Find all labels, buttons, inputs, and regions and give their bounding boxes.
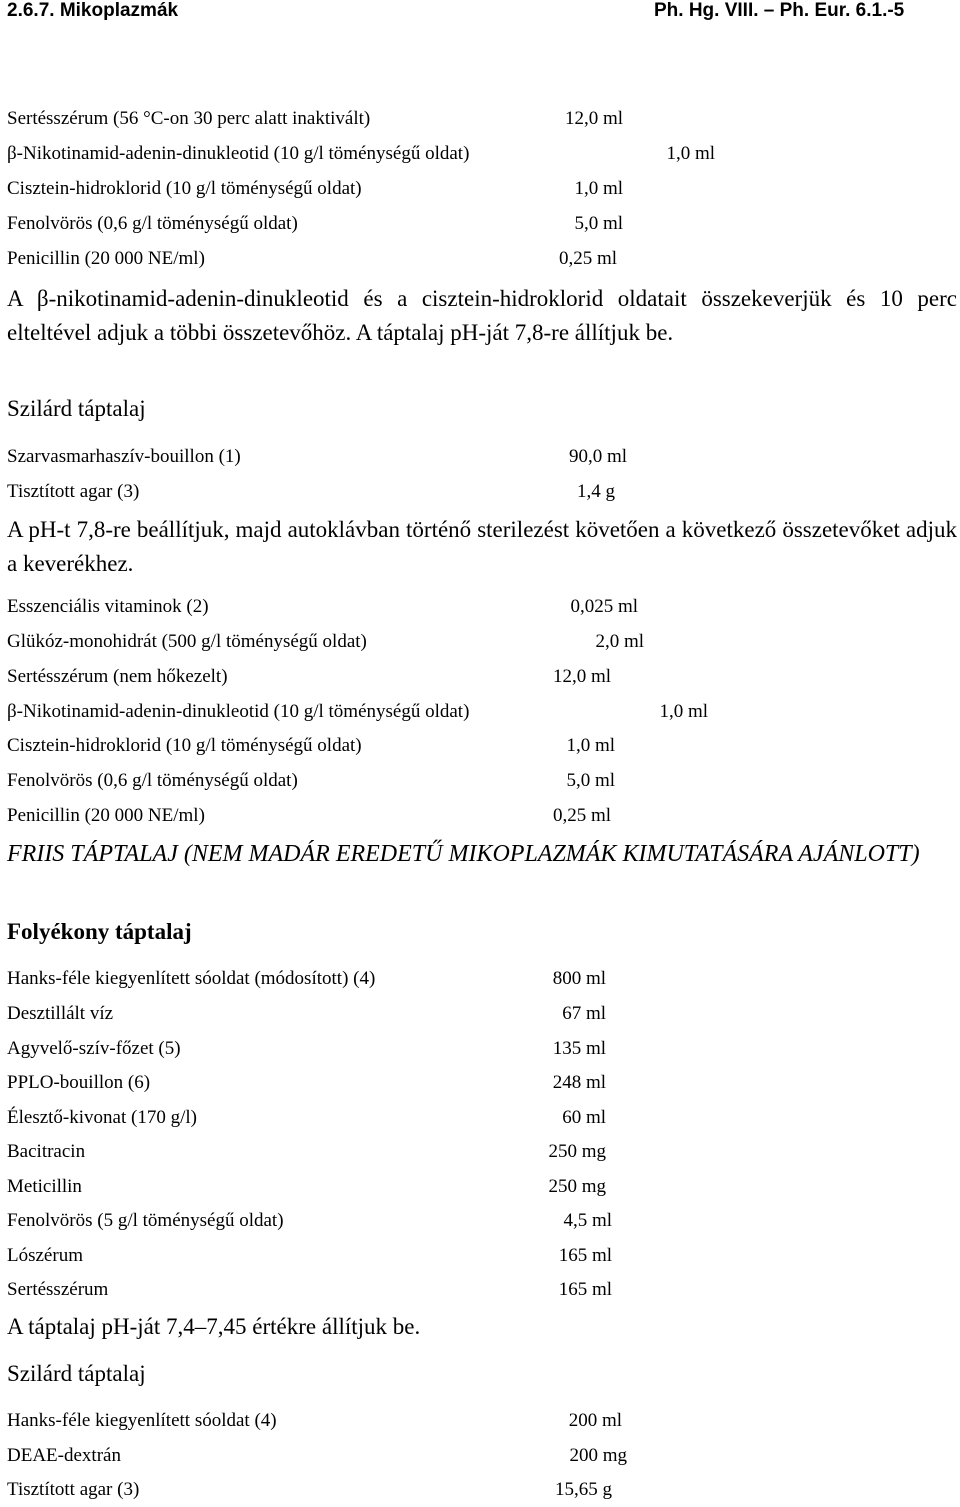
ingredient-name: PPLO-bouillon (6) bbox=[7, 1072, 151, 1093]
ingredient-name: Hanks-féle kiegyenlített sóoldat (4) bbox=[7, 1410, 277, 1431]
ingredient-name: Tisztított agar (3) bbox=[7, 481, 140, 502]
ingredient-amount: 1,4 g bbox=[577, 481, 615, 502]
ingredient-amount: 165 ml bbox=[558, 1279, 612, 1300]
ingredient-amount: 200 ml bbox=[568, 1410, 622, 1431]
ingredient-amount: 1,0 ml bbox=[666, 143, 715, 164]
ingredient-name: Szarvasmarhaszív-bouillon (1) bbox=[7, 446, 241, 467]
section-title: 2.6.7. Mikoplazmák bbox=[7, 0, 179, 21]
instruction-paragraph: A β-nikotinamid-adenin-dinukleotid és a cisztein-hidroklorid oldatait összekeverjük és 10 perc elteltével adjuk a többi összetevőhöz. A táptalaj pH-ját 7,8-re állítjuk be. bbox=[7, 286, 957, 345]
ingredient-name: Sertésszérum bbox=[7, 1279, 109, 1300]
ingredient-name: Tisztított agar (3) bbox=[7, 1479, 140, 1500]
ingredient-name: Élesztő-kivonat (170 g/l) bbox=[7, 1107, 197, 1128]
ingredient-amount: 12,0 ml bbox=[564, 108, 623, 129]
pharmacopoeia-reference: Ph. Hg. VIII. – Ph. Eur. 6.1.-5 bbox=[654, 0, 905, 21]
ingredient-amount: 67 ml bbox=[562, 1003, 606, 1024]
ingredient-name: Lószérum bbox=[7, 1245, 83, 1266]
ingredient-amount: 250 mg bbox=[548, 1141, 606, 1162]
ingredient-name: Penicillin (20 000 NE/ml) bbox=[7, 805, 205, 826]
ingredient-amount: 2,0 ml bbox=[595, 631, 644, 652]
ingredient-amount: 60 ml bbox=[562, 1107, 606, 1128]
ingredient-amount: 0,25 ml bbox=[558, 248, 617, 269]
section-heading: Folyékony táptalaj bbox=[7, 919, 192, 944]
ingredient-name: β-Nikotinamid-adenin-dinukleotid (10 g/l töménységű oldat) bbox=[7, 701, 470, 722]
ingredient-name: Hanks-féle kiegyenlített sóoldat (módosított) (4) bbox=[7, 968, 376, 989]
ingredient-name: Fenolvörös (0,6 g/l töménységű oldat) bbox=[7, 213, 298, 234]
ingredient-name: Cisztein-hidroklorid (10 g/l töménységű oldat) bbox=[7, 735, 362, 756]
ingredient-amount: 15,65 g bbox=[555, 1479, 612, 1500]
ingredient-amount: 5,0 ml bbox=[574, 213, 623, 234]
ingredient-amount: 135 ml bbox=[552, 1038, 606, 1059]
ingredient-amount: 1,0 ml bbox=[574, 178, 623, 199]
ingredient-name: Meticillin bbox=[7, 1176, 82, 1197]
ingredient-amount: 200 mg bbox=[569, 1445, 627, 1466]
section-heading: Szilárd táptalaj bbox=[7, 1361, 146, 1386]
ingredient-amount: 1,0 ml bbox=[659, 701, 708, 722]
ingredient-amount: 4,5 ml bbox=[563, 1210, 612, 1231]
ingredient-amount: 250 mg bbox=[548, 1176, 606, 1197]
ingredient-name: Sertésszérum (56 °C-on 30 perc alatt inaktivált) bbox=[7, 108, 371, 129]
ingredient-name: Fenolvörös (0,6 g/l töménységű oldat) bbox=[7, 770, 298, 791]
ingredient-name: DEAE-dextrán bbox=[7, 1445, 121, 1466]
ingredient-name: Agyvelő-szív-főzet (5) bbox=[7, 1038, 181, 1059]
ingredient-name: Desztillált víz bbox=[7, 1003, 114, 1024]
ingredient-name: Esszenciális vitaminok (2) bbox=[7, 596, 209, 617]
ingredient-name: Penicillin (20 000 NE/ml) bbox=[7, 248, 205, 269]
page-header bbox=[7, 0, 960, 28]
ingredient-amount: 0,025 ml bbox=[570, 596, 638, 617]
ingredient-name: Bacitracin bbox=[7, 1141, 86, 1162]
ingredient-amount: 165 ml bbox=[558, 1245, 612, 1266]
ingredient-amount: 0,25 ml bbox=[552, 805, 611, 826]
ingredient-name: Sertésszérum (nem hőkezelt) bbox=[7, 666, 228, 687]
ingredient-amount: 1,0 ml bbox=[566, 735, 615, 756]
ingredient-amount: 248 ml bbox=[552, 1072, 606, 1093]
ingredient-amount: 800 ml bbox=[552, 968, 606, 989]
section-heading: Szilárd táptalaj bbox=[7, 396, 146, 421]
ingredient-amount: 5,0 ml bbox=[566, 770, 615, 791]
ingredient-name: Fenolvörös (5 g/l töménységű oldat) bbox=[7, 1210, 284, 1231]
ingredient-amount: 12,0 ml bbox=[552, 666, 611, 687]
instruction-paragraph: A táptalaj pH-ját 7,4–7,45 értékre állítjuk be. bbox=[7, 1314, 421, 1339]
medium-title: FRIIS TÁPTALAJ (NEM MADÁR EREDETŰ MIKOPLAZMÁK KIMUTATÁSÁRA AJÁNLOTT) bbox=[7, 841, 920, 867]
ingredient-name: Cisztein-hidroklorid (10 g/l töménységű oldat) bbox=[7, 178, 362, 199]
ingredient-amount: 90,0 ml bbox=[568, 446, 627, 467]
ingredient-name: Glükóz-monohidrát (500 g/l töménységű oldat) bbox=[7, 631, 367, 652]
instruction-paragraph: A pH-t 7,8-re beállítjuk, majd autoklávban történő sterilezést követően a következő összetevőket adjuk a keverékhez. bbox=[7, 517, 957, 576]
ingredient-name: β-Nikotinamid-adenin-dinukleotid (10 g/l töménységű oldat) bbox=[7, 143, 470, 164]
